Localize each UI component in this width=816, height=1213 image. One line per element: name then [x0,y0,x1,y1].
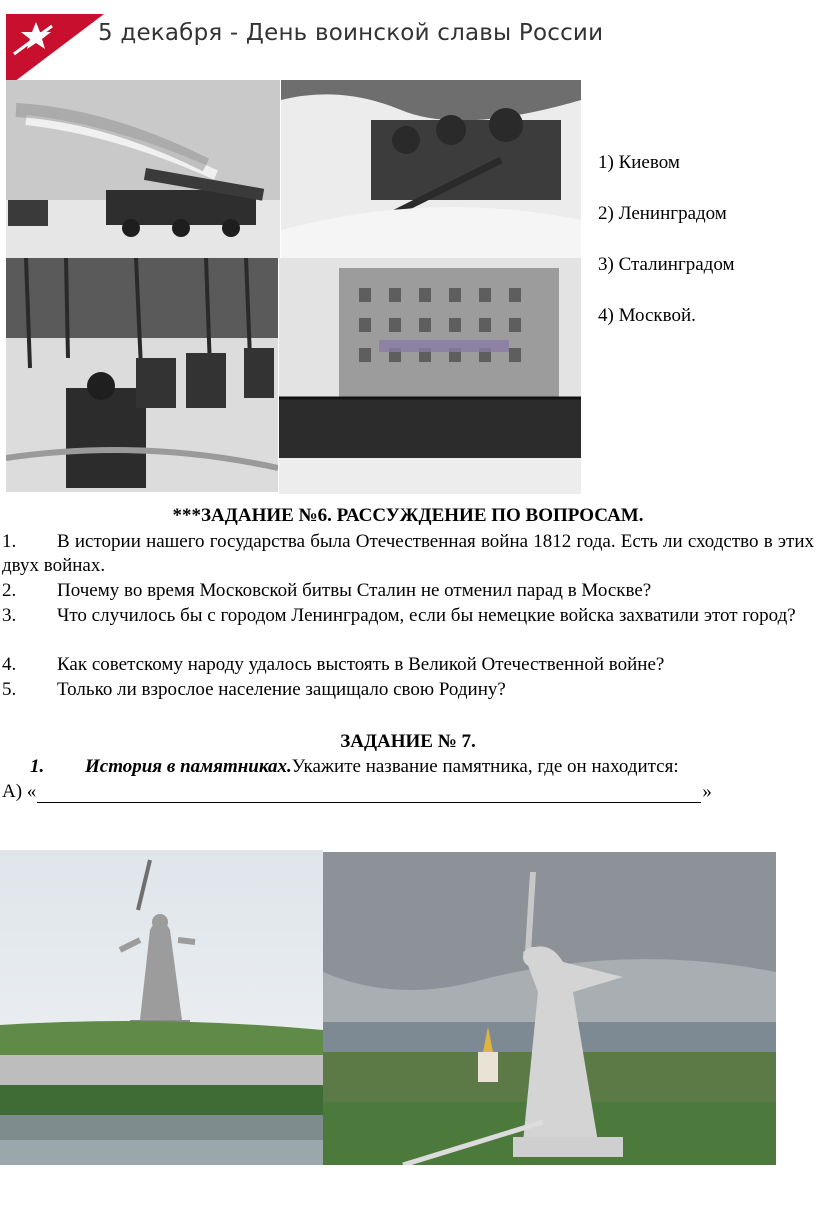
question-text: Как советскому народу удалось выстоять в Великой Отечественной войне? [57,654,665,675]
task7-title: ЗАДАНИЕ № 7. [340,731,476,752]
red-star-badge-icon [6,14,104,88]
question-number: 5. [2,679,17,700]
task7-item-text: Укажите название памятника, где он находится: [291,756,679,777]
parade-photo [279,258,581,494]
option-4: 4) Москвой. [598,305,696,326]
question-number: 4. [2,654,17,675]
answer-prefix: А) « [2,781,37,802]
answer-options [598,150,735,354]
answer-suffix: » [702,781,712,802]
question-2 [2,579,814,603]
task7-item-number: 1. [30,756,45,777]
question-text: В истории нашего государства была Отечественная война 1812 года. Есть ли сходство в этих двух войнах. [2,531,814,576]
katyusha-photo [6,80,280,258]
option-2: 2) Ленинградом [598,203,727,224]
question-number: 2. [2,580,17,601]
question-3 [2,604,814,628]
question-text: Что случилось бы с городом Ленинградом, если бы немецкие войска захватили этот город? [57,605,796,626]
motherland-monument-photo-left [0,850,323,1165]
question-number: 3. [2,605,17,626]
answer-line [2,781,712,803]
task6-title: ***ЗАДАНИЕ №6. РАССУЖДЕНИЕ ПО ВОПРОСАМ. [172,505,644,526]
answer-blank[interactable] [37,782,701,803]
option-3: 3) Сталинградом [598,254,735,275]
header-title: 5 декабря - День воинской славы России [98,20,604,46]
motherland-monument-photo-right [323,852,776,1165]
question-5 [2,678,814,702]
question-text: Только ли взрослое население защищало свою Родину? [57,679,506,700]
question-number: 1. [2,531,17,552]
option-1: 1) Киевом [598,152,680,173]
question-text: Почему во время Московской битвы Сталин не отменил парад в Москве? [57,580,652,601]
task7-item [30,756,679,778]
question-1 [2,530,814,578]
question-4 [2,653,814,677]
soldiers-trench-photo [281,80,581,258]
task7-item-subject: История в памятниках. [85,756,292,777]
mortar-crew-photo [6,258,278,492]
